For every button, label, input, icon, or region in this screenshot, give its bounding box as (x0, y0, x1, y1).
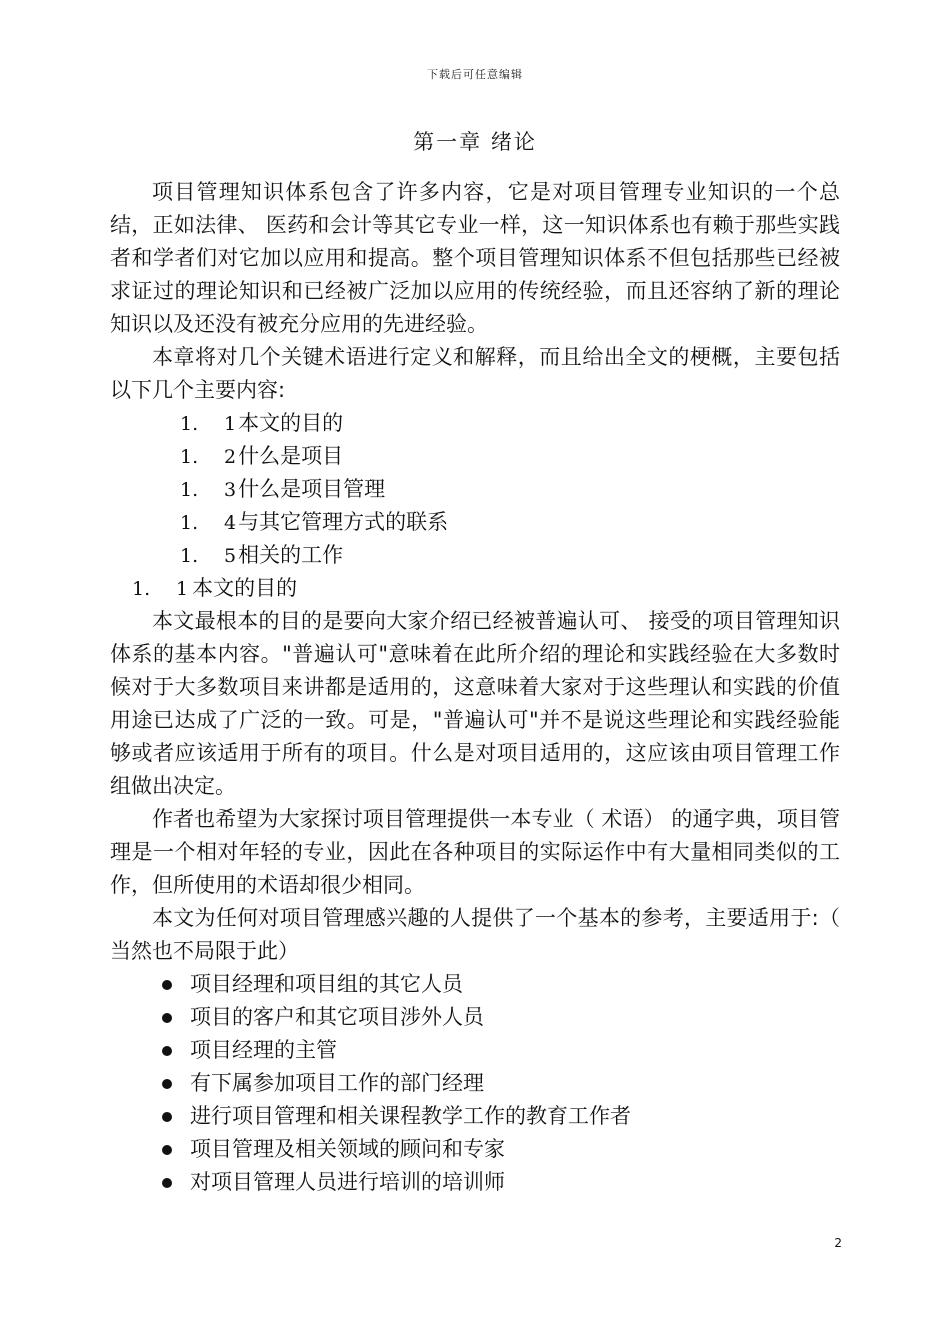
audience-item-label: 项目经理和项目组的其它人员 (190, 972, 463, 996)
chapter-title: 第一章 绪论 (413, 130, 537, 154)
audience-item-label: 项目管理及相关领域的顾问和专家 (190, 1137, 505, 1161)
audience-item-label: 进行项目管理和相关课程教学工作的教育工作者 (190, 1104, 631, 1128)
section-paragraph-1: 本文最根本的目的是要向大家介绍已经被普遍认可、 接受的项目管理知识体系的基本内容。"普遍认可"意味着在此所介绍的理论和实践经验在大多数时候对于大多数项目来讲都是适用的，这意味着大家对于这些理认和实践的价值用途已达成了广泛的一致。可是，"普遍认可"并不是说这些理论和实践经验能够或者应该适用于所有的项目。什么是对项目适用的，这应该由项目管理工作组做出决定。 (110, 609, 840, 798)
intro-paragraph-2: 本章将对几个关键术语进行定义和解释，而且给出全文的梗概，主要包括以下几个主要内容: (110, 345, 840, 402)
contents-item-number: 1. (180, 545, 199, 567)
bullet-icon (162, 1013, 172, 1023)
contents-item-label: 本文的目的 (238, 411, 344, 435)
contents-item-label: 什么是项目 (238, 444, 344, 468)
section-number: 1. (132, 578, 151, 600)
body-text (110, 176, 840, 1199)
contents-item-subnumber: 5 (224, 545, 237, 567)
contents-list (110, 407, 840, 572)
intro-paragraph-1: 项目管理知识体系包含了许多内容，它是对项目管理专业知识的一个总结，正如法律、 医药和会计等其它专业一样，这一知识体系也有赖于那些实践者和学者们对它加以应用和提高。整个项目管理知识体系不但包括那些已经被求证过的理论知识和已经被广泛加以应用的传统经验，而且还容纳了新的理论知识以及还没有被充分应用的先进经验。 (110, 180, 840, 336)
audience-item-label: 项目的客户和其它项目涉外人员 (190, 1005, 484, 1029)
audience-item (162, 1001, 840, 1034)
contents-item-subnumber: 1 (224, 413, 237, 435)
contents-item-label: 什么是项目管理 (238, 477, 386, 501)
audience-item-label: 项目经理的主管 (190, 1038, 337, 1062)
contents-item-label: 相关的工作 (238, 543, 344, 567)
section-paragraph-3: 本文为任何对项目管理感兴趣的人提供了一个基本的参考，主要适用于:（ 当然也不局限于此） (110, 906, 840, 963)
audience-item (162, 1100, 840, 1133)
page-number: 2 (834, 1236, 842, 1250)
contents-item-subnumber: 3 (224, 479, 237, 501)
contents-item (180, 440, 840, 473)
audience-item-label: 有下属参加项目工作的部门经理 (190, 1071, 484, 1095)
contents-item (180, 473, 840, 506)
audience-item (162, 1034, 840, 1067)
bullet-icon (162, 1145, 172, 1155)
bullet-icon (162, 1046, 172, 1056)
contents-item (180, 407, 840, 440)
contents-item-number: 1. (180, 413, 199, 435)
contents-item-subnumber: 4 (224, 512, 237, 534)
bullet-icon (162, 1112, 172, 1122)
contents-item (180, 539, 840, 572)
audience-item-label: 对项目管理人员进行培训的培训师 (190, 1170, 505, 1194)
section-subnumber: 1 (176, 578, 189, 600)
contents-item-number: 1. (180, 479, 199, 501)
bullet-icon (162, 1079, 172, 1089)
contents-item-number: 1. (180, 512, 199, 534)
contents-item (180, 506, 840, 539)
audience-item (162, 1133, 840, 1166)
section-paragraph-2: 作者也希望为大家探讨项目管理提供一本专业（ 术语） 的通字典，项目管理是一个相对年轻的专业，因此在各种项目的实际运作中有大量相同类似的工作，但所使用的术语却很少相同。 (110, 807, 840, 897)
section-heading (110, 572, 840, 605)
bullet-icon (162, 1178, 172, 1188)
audience-item (162, 1067, 840, 1100)
bullet-icon (162, 980, 172, 990)
header-note: 下载后可任意编辑 (427, 68, 523, 81)
audience-list (110, 968, 840, 1199)
contents-item-subnumber: 2 (224, 446, 237, 468)
audience-item (162, 1166, 840, 1199)
audience-item (162, 968, 840, 1001)
contents-item-label: 与其它管理方式的联系 (238, 510, 449, 534)
section-title: 本文的目的 (192, 576, 298, 600)
contents-item-number: 1. (180, 446, 199, 468)
